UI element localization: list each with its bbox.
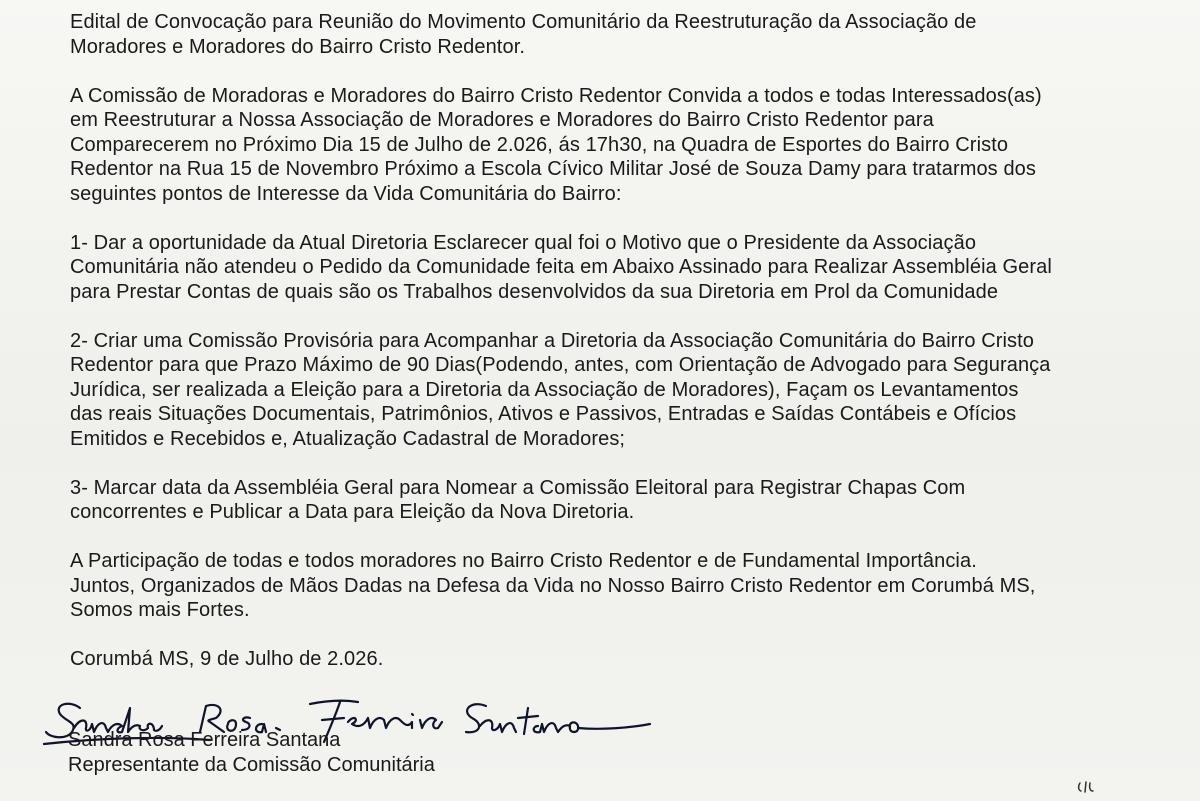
agenda-item-3 bbox=[70, 476, 1170, 525]
closing-line: Juntos, Organizados de Mãos Dadas na Defesa da Vida no Nosso Bairro Cristo Redentor em Corumbá MS, bbox=[70, 574, 1036, 597]
closing-paragraph bbox=[70, 549, 1170, 623]
agenda-item-2 bbox=[70, 329, 1170, 452]
date-text: Corumbá MS, 9 de Julho de 2.026. bbox=[70, 648, 384, 670]
agenda-item-line: para Prestar Contas de quais são os Trabalhos desenvolvidos da sua Diretoria em Prol da Comunidade bbox=[70, 280, 999, 303]
agenda-item-line: Jurídica, ser realizada a Eleição para a Diretoria da Associação de Moradores), Façam os Levantamentos bbox=[70, 378, 1019, 401]
signer-name: Sandra Rosa Ferreira Santana bbox=[68, 729, 341, 751]
agenda-item-line: Comunitária não atendeu o Pedido da Comunidade feita em Abaixo Assinado para Realizar Assembléia Geral bbox=[70, 256, 1052, 278]
intro-paragraph bbox=[70, 84, 1170, 207]
intro-line: Comparecerem no Próximo Dia 15 de Julho de 2.026, ás 17h30, na Quadra de Esportes do Bairro Cristo bbox=[70, 133, 1009, 156]
agenda-item-1 bbox=[70, 231, 1170, 305]
page-mark-icon bbox=[1076, 780, 1098, 794]
closing-line: A Participação de todas e todos moradores no Bairro Cristo Redentor e de Fundamental Importância. bbox=[70, 550, 977, 572]
document-body bbox=[70, 10, 1170, 696]
agenda-item-line: das reais Situações Documentais, Patrimônios, Ativos e Passivos, Entradas e Saídas Contábeis e Ofícios bbox=[70, 403, 1017, 425]
intro-line: seguintes pontos de Interesse da Vida Comunitária do Bairro: bbox=[70, 182, 622, 205]
date-line bbox=[70, 647, 1170, 672]
intro-line: A Comissão de Moradoras e Moradores do Bairro Cristo Redentor Convida a todos e todas Interessados(as) bbox=[70, 84, 1042, 107]
agenda-item-line: 3- Marcar data da Assembléia Geral para Nomear a Comissão Eleitoral para Registrar Chapas Com bbox=[70, 476, 966, 499]
intro-line: em Reestruturar a Nossa Associação de Moradores e Moradores do Bairro Cristo Redentor para bbox=[70, 109, 934, 131]
agenda-item-line: 1- Dar a oportunidade da Atual Diretoria Esclarecer qual foi o Motivo que o Presidente da Associação bbox=[70, 231, 977, 254]
document-title bbox=[70, 10, 1170, 59]
agenda-item-line: Redentor para que Prazo Máximo de 90 Dias(Podendo, antes, com Orientação de Advogado para Segurança bbox=[70, 354, 1051, 376]
intro-line: Redentor na Rua 15 de Novembro Próximo a Escola Cívico Militar José de Souza Damy para tratarmos dos bbox=[70, 158, 1036, 180]
closing-line: Somos mais Fortes. bbox=[70, 599, 250, 621]
signer-role: Representante da Comissão Comunitária bbox=[68, 753, 435, 776]
title-line: Moradores e Moradores do Bairro Cristo Redentor. bbox=[70, 35, 526, 58]
agenda-item-line: Emitidos e Recebidos e, Atualização Cadastral de Moradores; bbox=[70, 427, 626, 450]
signer-block bbox=[68, 728, 435, 777]
title-line: Edital de Convocação para Reunião do Movimento Comunitário da Reestruturação da Associação de bbox=[70, 11, 977, 33]
agenda-item-line: 2- Criar uma Comissão Provisória para Acompanhar a Diretoria da Associação Comunitária do Bairro Cristo bbox=[70, 329, 1035, 352]
agenda-item-line: concorrentes e Publicar a Data para Eleição da Nova Diretoria. bbox=[70, 501, 635, 523]
